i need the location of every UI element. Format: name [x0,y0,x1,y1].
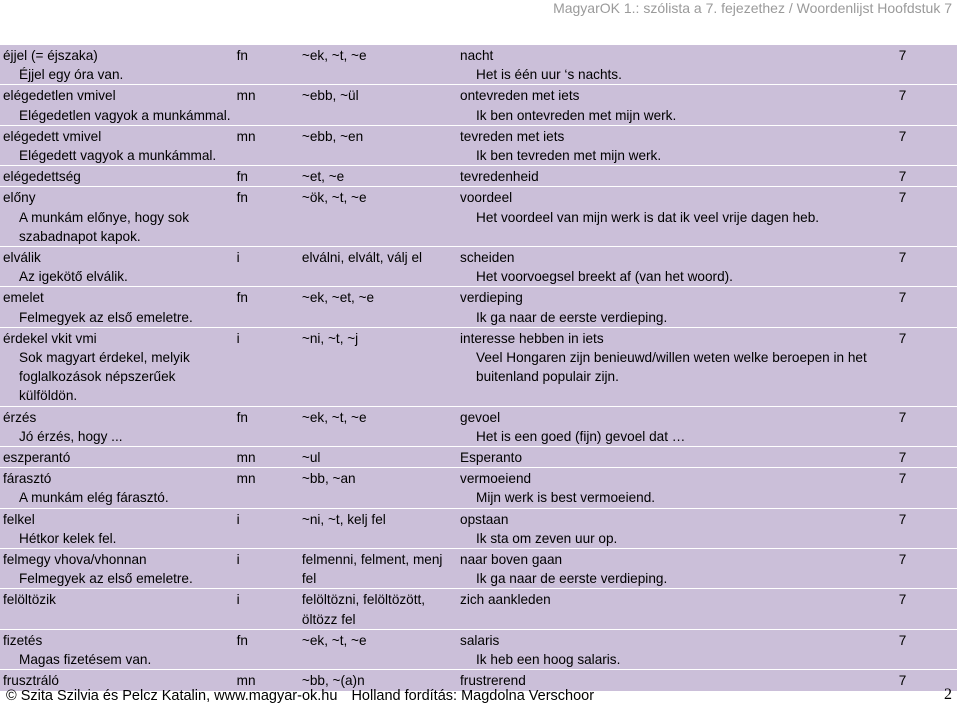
word-forms: ~ek, ~et, ~e [301,290,375,306]
forms-cell [299,85,457,125]
word-forms: ~ebb, ~en [301,128,364,144]
forms-cell [299,629,457,669]
part-of-speech-cell [234,85,299,125]
word-forms: ~ebb, ~ül [301,88,359,104]
chapter-cell [896,287,957,327]
hungarian-word: elégedettség [3,169,81,185]
word-forms: elválni, elvált, válj el [301,250,423,266]
chapter-number: 7 [898,511,907,527]
dutch-cell [457,45,896,85]
hungarian-example: A munkám előnye, hogy sok szabadnapot kapok. [19,209,190,244]
hungarian-word: elégedetlen vmivel [3,88,116,104]
dutch-example: Ik ben ontevreden met mijn werk. [476,107,677,123]
dutch-example: Ik heb een hoog salaris. [476,652,621,668]
part-of-speech: fn [236,632,248,648]
word-forms: ~ek, ~t, ~e [301,632,367,648]
chapter-number: 7 [898,552,907,568]
forms-cell [299,508,457,548]
word-forms: ~bb, ~an [301,471,356,487]
chapter-number: 7 [898,330,907,346]
dutch-example: Ik sta om zeven uur op. [476,530,618,546]
chapter-number: 7 [898,290,907,306]
part-of-speech-cell [234,125,299,165]
dutch-cell [457,247,896,287]
word-forms: felöltözni, felöltözött, öltözz fel [301,592,426,627]
forms-cell [299,327,457,406]
chapter-number: 7 [898,48,907,63]
translation-credit: Holland fordítás: Magdolna Verschoor [351,688,595,704]
word-forms: ~ni, ~t, ~j [301,330,359,346]
dutch-translation: scheiden [460,250,515,266]
dutch-example: Ik ga naar de eerste verdieping. [476,571,668,587]
part-of-speech: i [236,552,240,568]
dutch-translation: tevreden met iets [460,128,565,144]
hungarian-cell [0,166,234,187]
table-row [0,247,957,287]
hungarian-cell [0,447,234,468]
chapter-number: 7 [898,128,907,144]
chapter-number: 7 [898,190,907,206]
chapter-number: 7 [898,471,907,487]
forms-cell [299,187,457,247]
hungarian-example: Jó érzés, hogy ... [19,428,123,444]
forms-cell [299,247,457,287]
hungarian-word: felkel [3,511,35,527]
copyright-text: © Szita Szilvia és Pelcz Katalin, www.magyar-ok.hu [6,688,338,704]
hungarian-cell [0,508,234,548]
chapter-cell [896,247,957,287]
table-row [0,187,957,247]
part-of-speech: fn [236,409,248,425]
hungarian-example: Az igekötő elválik. [19,269,128,285]
hungarian-word: emelet [3,290,44,306]
forms-cell [299,549,457,589]
chapter-cell [896,85,957,125]
chapter-number: 7 [898,450,907,466]
dutch-cell [457,85,896,125]
hungarian-cell [0,247,234,287]
part-of-speech: fn [236,169,248,185]
chapter-cell [896,549,957,589]
chapter-number: 7 [898,409,907,425]
dutch-example: Het is een goed (fijn) gevoel dat … [476,428,686,444]
part-of-speech-cell [234,45,299,85]
forms-cell [299,589,457,629]
hungarian-word: előny [3,190,36,206]
part-of-speech: mn [236,471,256,487]
dutch-cell [457,187,896,247]
hungarian-example: Felmegyek az első emeletre. [19,309,193,325]
hungarian-example: Elégedett vagyok a munkámmal. [19,148,217,164]
part-of-speech-cell [234,468,299,508]
hungarian-cell [0,287,234,327]
part-of-speech-cell [234,406,299,446]
dutch-translation: voordeel [460,190,513,206]
hungarian-word: felöltözik [3,592,56,608]
forms-cell [299,406,457,446]
table-row [0,447,957,468]
hungarian-example: Sok magyart érdekel, melyik foglalkozások népszerűek külföldön. [19,350,190,404]
hungarian-cell [0,468,234,508]
hungarian-cell [0,629,234,669]
hungarian-word: eszperantó [3,450,71,466]
hungarian-cell [0,327,234,406]
dutch-cell [457,589,896,629]
dutch-example: Mijn werk is best vermoeiend. [476,490,656,506]
hungarian-example: Elégedetlen vagyok a munkámmal. [19,107,231,123]
chapter-number: 7 [898,592,907,608]
part-of-speech-cell [234,327,299,406]
footer [6,688,604,704]
hungarian-word: frusztráló [3,673,59,689]
chapter-number: 7 [898,673,907,689]
dutch-example: Ik ben tevreden met mijn werk. [476,148,662,164]
dutch-translation: naar boven gaan [460,552,563,568]
chapter-cell [896,406,957,446]
forms-cell [299,45,457,85]
table-row [0,406,957,446]
hungarian-cell [0,85,234,125]
word-forms: ~ul [301,450,321,466]
word-forms: ~ni, ~t, kelj fel [301,511,386,527]
word-forms: ~bb, ~(a)n [301,673,365,689]
dutch-example: Het is één uur ‘s nachts. [476,67,622,83]
table-row [0,468,957,508]
hungarian-example: Felmegyek az első emeletre. [19,571,193,587]
hungarian-cell [0,187,234,247]
part-of-speech-cell [234,447,299,468]
dutch-example: Veel Hongaren zijn benieuwd/willen weten welke beroepen in het buitenland populair zijn. [476,350,867,385]
dutch-translation: verdieping [460,290,523,306]
chapter-number: 7 [898,88,907,104]
word-forms: felmenni, felment, menj fel [301,552,443,587]
chapter-number: 7 [898,250,907,266]
word-forms: ~ök, ~t, ~e [301,190,367,206]
part-of-speech-cell [234,549,299,589]
dutch-cell [457,287,896,327]
forms-cell [299,447,457,468]
dutch-cell [457,125,896,165]
part-of-speech: fn [236,190,248,206]
part-of-speech: fn [236,48,248,63]
word-forms: ~ek, ~t, ~e [301,409,367,425]
hungarian-cell [0,45,234,85]
table-row [0,629,957,669]
chapter-cell [896,629,957,669]
table-row [0,508,957,548]
chapter-cell [896,447,957,468]
part-of-speech: i [236,592,240,608]
part-of-speech-cell [234,247,299,287]
forms-cell [299,166,457,187]
hungarian-cell [0,406,234,446]
part-of-speech: mn [236,450,256,466]
forms-cell [299,468,457,508]
hungarian-cell [0,589,234,629]
forms-cell [299,125,457,165]
running-header: MagyarOK 1.: szólista a 7. fejezethez / Woordenlijst Hoofdstuk 7 [553,0,952,16]
hungarian-example: A munkám elég fárasztó. [19,490,169,506]
chapter-cell [896,327,957,406]
table-row [0,589,957,629]
table-row [0,166,957,187]
chapter-cell [896,166,957,187]
hungarian-cell [0,125,234,165]
part-of-speech: i [236,330,240,346]
hungarian-cell [0,549,234,589]
word-forms: ~et, ~e [301,169,345,185]
chapter-cell [896,45,957,85]
table-row [0,45,957,85]
part-of-speech-cell [234,187,299,247]
forms-cell [299,287,457,327]
chapter-cell [896,508,957,548]
dutch-translation: gevoel [460,409,501,425]
hungarian-word: éjjel (= éjszaka) [3,48,98,63]
table-row [0,327,957,406]
dutch-cell [457,447,896,468]
chapter-number: 7 [898,169,907,185]
chapter-cell [896,187,957,247]
dutch-translation: opstaan [460,511,509,527]
dutch-cell [457,406,896,446]
chapter-cell [896,468,957,508]
dutch-cell [457,166,896,187]
dutch-translation: vermoeiend [460,471,532,487]
part-of-speech: mn [236,88,256,104]
dutch-translation: zich aankleden [460,592,551,608]
table-row [0,85,957,125]
dutch-cell [457,508,896,548]
hungarian-example: Magas fizetésem van. [19,652,152,668]
dutch-translation: frustrerend [460,673,526,689]
hungarian-example: Éjjel egy óra van. [19,67,124,83]
table-row [0,549,957,589]
part-of-speech: mn [236,128,256,144]
part-of-speech-cell [234,287,299,327]
part-of-speech: mn [236,673,256,689]
dutch-cell [457,549,896,589]
dutch-cell [457,468,896,508]
dutch-translation: Esperanto [460,450,522,466]
part-of-speech: i [236,250,240,266]
dutch-example: Het voordeel van mijn werk is dat ik veel vrije dagen heb. [476,209,820,225]
part-of-speech: fn [236,290,248,306]
dutch-cell [457,629,896,669]
hungarian-word: érdekel vkit vmi [3,330,97,346]
part-of-speech-cell [234,166,299,187]
page-number: 2 [944,686,952,703]
chapter-cell [896,125,957,165]
dutch-translation: salaris [460,632,500,648]
word-forms: ~ek, ~t, ~e [301,48,367,63]
hungarian-word: elválik [3,250,41,266]
chapter-number: 7 [898,632,907,648]
vocabulary-table [0,44,957,692]
hungarian-word: felmegy vhova/vhonnan [3,552,147,568]
dutch-cell [457,327,896,406]
hungarian-word: érzés [3,409,37,425]
hungarian-example: Hétkor kelek fel. [19,530,117,546]
dutch-example: Ik ga naar de eerste verdieping. [476,309,668,325]
chapter-cell [896,589,957,629]
hungarian-word: fárasztó [3,471,52,487]
part-of-speech-cell [234,508,299,548]
part-of-speech: i [236,511,240,527]
table-row [0,287,957,327]
table-row [0,125,957,165]
dutch-translation: ontevreden met iets [460,88,580,104]
part-of-speech-cell [234,629,299,669]
dutch-example: Het voorvoegsel breekt af (van het woord). [476,269,733,285]
part-of-speech-cell [234,589,299,629]
dutch-translation: nacht [460,48,494,63]
dutch-translation: tevredenheid [460,169,539,185]
hungarian-word: fizetés [3,632,43,648]
hungarian-word: elégedett vmivel [3,128,102,144]
dutch-translation: interesse hebben in iets [460,330,604,346]
